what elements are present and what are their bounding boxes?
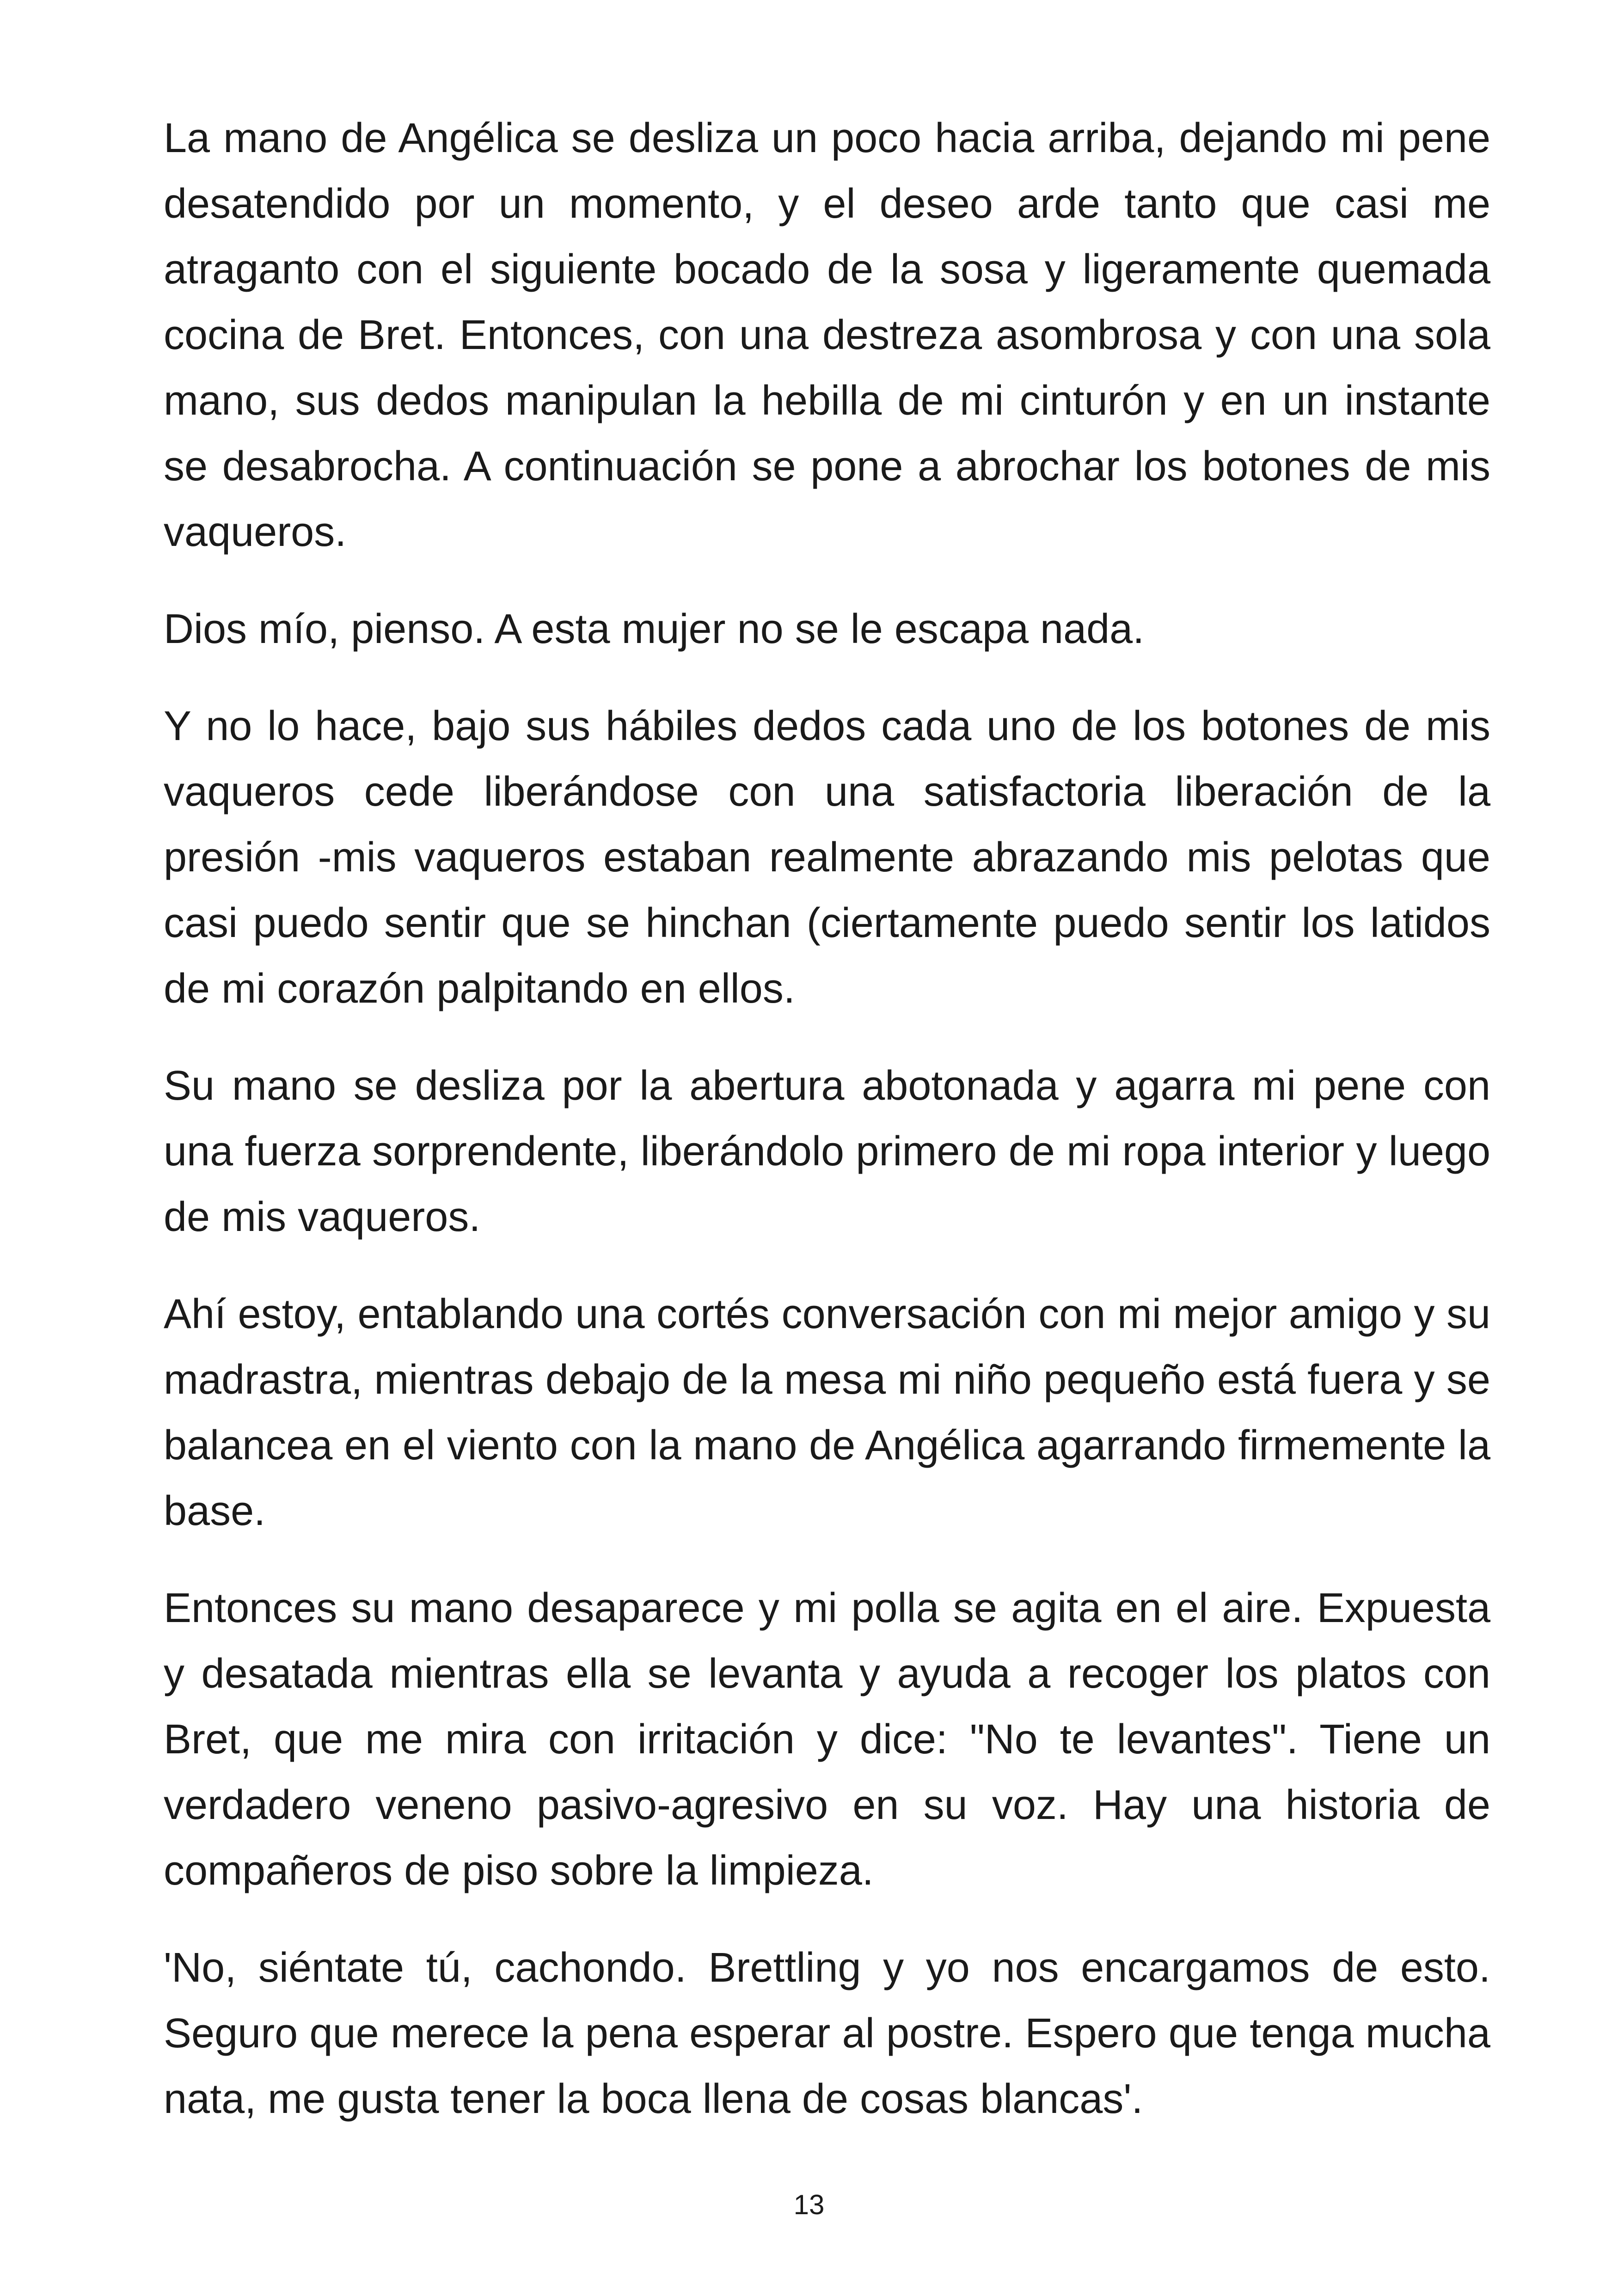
paragraph: Su mano se desliza por la abertura abotonada y agarra mi pene con una fuerza sorprendente, liberándolo primero de mi ropa interior y luego de mis vaqueros. (164, 1063, 1490, 1240)
paragraph: Entonces su mano desaparece y mi polla se agita en el aire. Expuesta y desatada mientras ella se levanta y ayuda a recoger los platos con Bret, que me mira con irritación y dice: "No te levantes". Tiene un verdadero veneno pasivo-agresivo en su voz. Hay una historia de compañeros de piso sobre la limpieza. (164, 1585, 1490, 1894)
paragraph: Y no lo hace, bajo sus hábiles dedos cada uno de los botones de mis vaqueros cede liberándose con una satisfactoria liberación de la presión -mis vaqueros estaban realmente abrazando mis pelotas que casi puedo sentir que se hinchan (ciertamente puedo sentir los latidos de mi corazón palpitando en ellos. (164, 703, 1490, 1012)
paragraph: 'No, siéntate tú, cachondo. Brettling y yo nos encargamos de esto. Seguro que merece la pena esperar al postre. Espero que tenga mucha nata, me gusta tener la boca llena de cosas blancas'. (164, 1945, 1490, 2122)
paragraph: Ahí estoy, entablando una cortés conversación con mi mejor amigo y su madrastra, mientras debajo de la mesa mi niño pequeño está fuera y se balancea en el viento con la mano de Angélica agarrando firmemente la base. (164, 1291, 1490, 1534)
paragraph: La mano de Angélica se desliza un poco hacia arriba, dejando mi pene desatendido por un momento, y el deseo arde tanto que casi me atraganto con el siguiente bocado de la sosa y ligeramente quemada cocina de Bret. Entonces, con una destreza asombrosa y con una sola mano, sus dedos manipulan la hebilla de mi cinturón y en un instante se desabrocha. A continuación se pone a abrochar los botones de mis vaqueros. (164, 115, 1490, 555)
page-number: 13 (793, 2189, 825, 2220)
body-text (164, 105, 1490, 2163)
paragraph: Dios mío, pienso. A esta mujer no se le escapa nada. (164, 606, 1145, 652)
